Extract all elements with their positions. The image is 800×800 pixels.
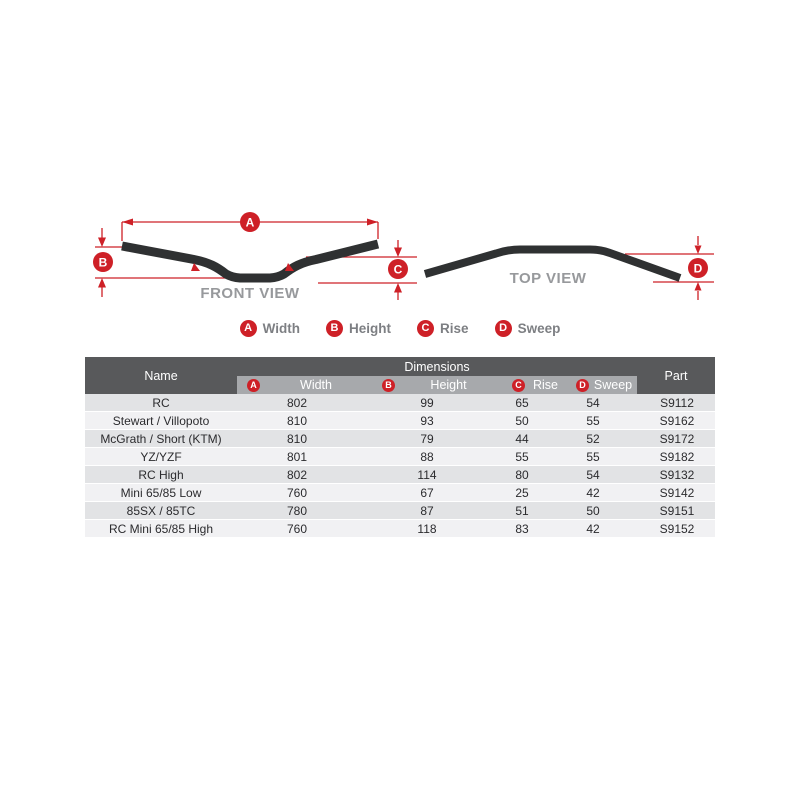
legend-item-rise: [417, 320, 469, 337]
cell-width: 801: [286, 449, 308, 464]
dim-circle-b: [93, 252, 113, 272]
dimension-legend: [0, 320, 800, 337]
cell-part: S9152: [659, 521, 695, 536]
cell-width: 810: [286, 413, 308, 428]
handlebar-front-view: [122, 244, 378, 278]
cell-width: 802: [286, 395, 308, 410]
subheader-label: Rise: [532, 378, 558, 392]
cell-name: RC High: [138, 467, 184, 482]
top-view-label: TOP VIEW: [509, 270, 587, 287]
header-subrow: [237, 376, 637, 394]
cell-part: S9172: [659, 431, 695, 446]
table-row: [85, 412, 715, 430]
cell-rise: 50: [515, 413, 529, 428]
legend-label: Rise: [440, 321, 469, 336]
cell-rise: 65: [515, 395, 529, 410]
cell-name: RC Mini 65/85 High: [108, 521, 214, 536]
table-row: [85, 394, 715, 412]
subheader-label: Width: [300, 378, 332, 392]
cell-part: S9182: [659, 449, 695, 464]
cell-sweep: 54: [586, 395, 600, 410]
cell-sweep: 42: [586, 485, 600, 500]
cell-rise: 44: [515, 431, 529, 446]
svg-text:B: B: [98, 255, 108, 270]
subheader-height: [372, 376, 502, 394]
cell-height: 88: [420, 449, 434, 464]
cell-width: 780: [286, 503, 308, 518]
header-dimensions-group: [237, 357, 637, 394]
cell-height: 93: [420, 413, 434, 428]
top-view-diagram: [420, 225, 720, 305]
cell-rise: 83: [515, 521, 529, 536]
cell-rise: 51: [515, 503, 529, 518]
dim-circle-c: [388, 259, 408, 279]
cell-sweep: 42: [586, 521, 600, 536]
cell-height: 67: [420, 485, 434, 500]
cell-part: S9132: [659, 467, 695, 482]
cell-sweep: 55: [586, 449, 600, 464]
cell-sweep: 52: [586, 431, 600, 446]
cell-rise: 25: [515, 485, 529, 500]
cell-height: 114: [417, 467, 437, 482]
dim-circle-d: [688, 258, 708, 278]
cell-width: 760: [286, 485, 308, 500]
legend-item-width: [240, 320, 300, 337]
cell-part: S9162: [659, 413, 695, 428]
subheader-label: Height: [430, 378, 467, 392]
legend-label: Height: [349, 321, 392, 336]
header-part: Part: [637, 357, 715, 394]
legend-label: Sweep: [517, 321, 561, 336]
cell-sweep: 50: [586, 503, 600, 518]
cell-rise: 55: [515, 449, 529, 464]
cell-part: S9112: [660, 395, 694, 410]
front-view-diagram: [60, 195, 420, 310]
table-header: [85, 357, 715, 394]
table-row: [85, 466, 715, 484]
table-row: [85, 502, 715, 520]
dim-d-icon: D: [495, 320, 512, 337]
legend-item-height: [326, 320, 391, 337]
cell-name: YZ/YZF: [140, 449, 182, 464]
dim-a-icon: A: [240, 320, 257, 337]
front-view-label: FRONT VIEW: [200, 285, 300, 302]
dim-b-icon: B: [326, 320, 343, 337]
table-row: [85, 448, 715, 466]
cell-name: RC: [152, 395, 170, 410]
cell-height: 79: [420, 431, 434, 446]
cell-width: 760: [286, 521, 308, 536]
cell-name: McGrath / Short (KTM): [100, 431, 222, 446]
cell-height: 118: [417, 521, 437, 536]
legend-item-sweep: [495, 320, 561, 337]
cell-width: 802: [286, 467, 308, 482]
dim-c-icon: C: [512, 379, 525, 392]
table-row: [85, 520, 715, 538]
dim-a-icon: A: [247, 379, 260, 392]
svg-text:D: D: [693, 261, 703, 276]
subheader-label: Sweep: [593, 378, 633, 392]
subheader-sweep: [566, 376, 637, 394]
cell-name: 85SX / 85TC: [126, 503, 196, 518]
cell-name: Mini 65/85 Low: [120, 485, 202, 500]
svg-text:A: A: [245, 215, 255, 230]
handlebar-spec-table: [85, 357, 715, 538]
cell-sweep: 54: [586, 467, 600, 482]
cell-height: 87: [420, 503, 434, 518]
dim-circle-a: [240, 212, 260, 232]
subheader-width: [237, 376, 372, 394]
dim-d-icon: D: [576, 379, 589, 392]
dim-c-icon: C: [417, 320, 434, 337]
dim-b-icon: B: [382, 379, 395, 392]
header-name: Name: [85, 357, 237, 394]
table-row: [85, 430, 715, 448]
cell-height: 99: [420, 395, 434, 410]
cell-sweep: 55: [586, 413, 600, 428]
cell-part: S9151: [659, 503, 695, 518]
subheader-rise: [502, 376, 566, 394]
cell-rise: 80: [515, 467, 529, 482]
legend-label: Width: [262, 321, 301, 336]
svg-text:C: C: [393, 262, 403, 277]
table-row: [85, 484, 715, 502]
header-dimensions: Dimensions: [237, 357, 637, 376]
cell-width: 810: [286, 431, 308, 446]
cell-part: S9142: [659, 485, 695, 500]
cell-name: Stewart / Villopoto: [112, 413, 210, 428]
